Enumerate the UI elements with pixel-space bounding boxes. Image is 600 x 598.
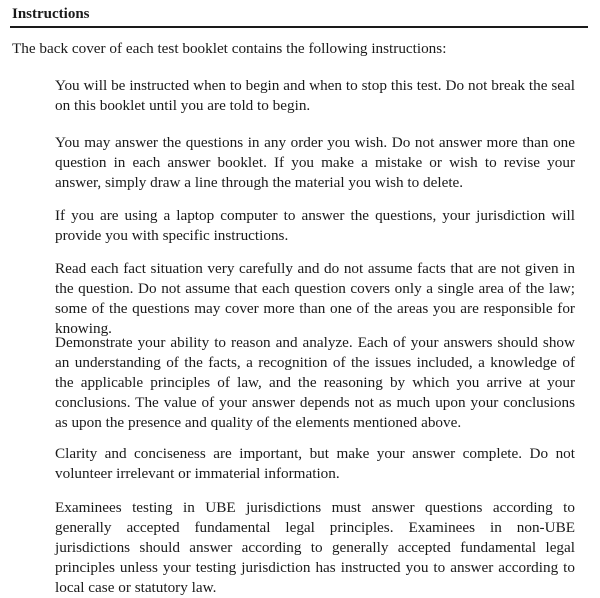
heading-rule (10, 26, 588, 28)
instruction-paragraph-7: Examinees testing in UBE jurisdictions must answer questions according to generally accepted fundamental legal principles. Examinees in non-UBE jurisdictions should answer according to generally accepted fundamental legal principles unless your testing jurisdiction has instructed you to answer according to local case or statutory law. (55, 499, 575, 596)
instruction-paragraph-5: Demonstrate your ability to reason and analyze. Each of your answers should show an understanding of the facts, a recognition of the issues included, a knowledge of the applicable principles of law, and the reasoning by which you arrive at your conclusions. The value of your answer depends not as much upon your conclusions as upon the presence and quality of the elements mentioned above. (55, 334, 575, 431)
instruction-paragraph-6: Clarity and conciseness are important, but make your answer complete. Do not volunteer irrelevant or immaterial information. (55, 445, 575, 482)
instruction-paragraph-4: Read each fact situation very carefully and do not assume facts that are not given in the question. Do not assume that each question covers only a single area of the law; some of the questions may cover more than one of the areas you are responsible for knowing. (55, 260, 575, 337)
instruction-paragraph-3: If you are using a laptop computer to answer the questions, your jurisdiction will provide you with specific instructions. (55, 207, 575, 244)
instruction-paragraph-2: You may answer the questions in any order you wish. Do not answer more than one question in each answer booklet. If you make a mistake or wish to revise your answer, simply draw a line through the material you wish to delete. (55, 134, 575, 191)
section-heading: Instructions (12, 6, 90, 22)
intro-text: The back cover of each test booklet contains the following instructions: (12, 40, 447, 57)
instruction-paragraph-1: You will be instructed when to begin and when to stop this test. Do not break the seal on this booklet until you are told to begin. (55, 77, 575, 114)
